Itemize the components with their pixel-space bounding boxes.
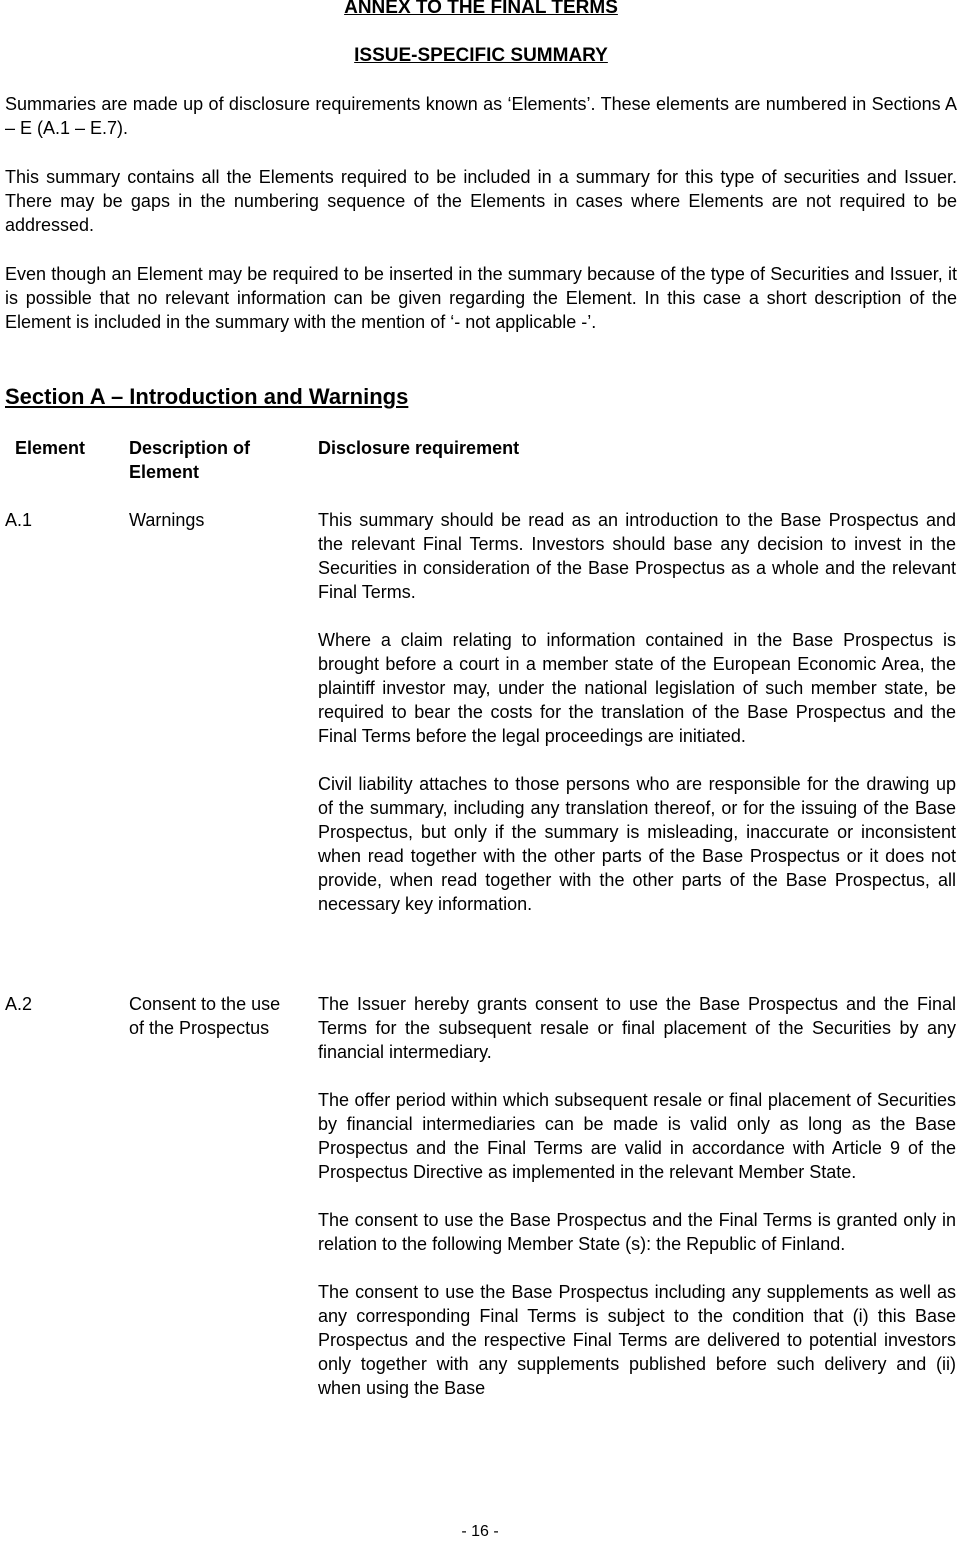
disclosure-paragraph: The Issuer hereby grants consent to use the Base Prospectus and the Final Terms for the subsequent resale or final placement of the Securities by any financial intermediary.	[318, 994, 956, 1062]
disclosure-paragraph: The offer period within which subsequent resale or final placement of Securities by financial intermediaries can be made is valid only as long as the Base Prospectus and the Final Terms are valid in accordance with Article 9 of the Prospectus Directive as implemented in the relevant Member State.	[318, 1090, 956, 1182]
element-description: Consent to the use of the Prospectus	[129, 994, 281, 1038]
intro-paragraph: Even though an Element may be required to be inserted in the summary because of the type of Securities and Issuer, it is possible that no relevant information can be given regarding the Element. In this case a short description of the Element is included in the summary with the mention of ‘- not applicable -’.	[5, 264, 957, 332]
page-number: - 16 -	[461, 1523, 499, 1540]
element-id: A.1	[5, 510, 33, 530]
column-header-description: Description of Element	[129, 438, 251, 482]
disclosure-text	[318, 992, 956, 1424]
disclosure-paragraph: The consent to use the Base Prospectus and the Final Terms is granted only in relation to the following Member State (s): the Republic of Finland.	[318, 1210, 956, 1254]
column-header-element: Element	[15, 438, 86, 458]
disclosure-paragraph: This summary should be read as an introduction to the Base Prospectus and the relevant Final Terms. Investors should base any decision to invest in the Securities in consideration of the Base Prospectus as a whole and the relevant Final Terms.	[318, 510, 956, 602]
disclosure-paragraph: Where a claim relating to information contained in the Base Prospectus is brought before a court in a member state of the European Economic Area, the plaintiff investor may, under the national legislation of such member state, be required to bear the costs for the translation of the Base Prospectus and the Final Terms before the legal proceedings are initiated.	[318, 630, 956, 746]
document-title: ANNEX TO THE FINAL TERMS	[344, 0, 618, 18]
intro-paragraph: This summary contains all the Elements required to be included in a summary for this type of securities and Issuer. There may be gaps in the numbering sequence of the Elements in cases where Elements are not required to be addressed.	[5, 167, 957, 235]
document-subtitle: ISSUE-SPECIFIC SUMMARY	[354, 45, 608, 66]
disclosure-paragraph: Civil liability attaches to those persons who are responsible for the drawing up of the summary, including any translation thereof, or for the issuing of the Base Prospectus, but only if the summary is misleading, inaccurate or inconsistent when read together with the other parts of the Base Prospectus or it does not provide, when read together with the other parts of the Base Prospectus, all necessary key information.	[318, 774, 956, 914]
column-header-disclosure: Disclosure requirement	[318, 438, 520, 458]
element-description: Warnings	[129, 510, 205, 530]
disclosure-paragraph: The consent to use the Base Prospectus including any supplements as well as any corresponding Final Terms is subject to the condition that (i) this Base Prospectus and the respective Final Terms are delivered to potential investors only together with any supplements published before such delivery and (ii) when using the Base	[318, 1282, 956, 1398]
section-heading: Section A – Introduction and Warnings	[5, 384, 409, 409]
intro-paragraph: Summaries are made up of disclosure requirements known as ‘Elements’. These elements are numbered in Sections A – E (A.1 – E.7).	[5, 94, 957, 138]
disclosure-text	[318, 508, 956, 940]
element-id: A.2	[5, 994, 33, 1014]
